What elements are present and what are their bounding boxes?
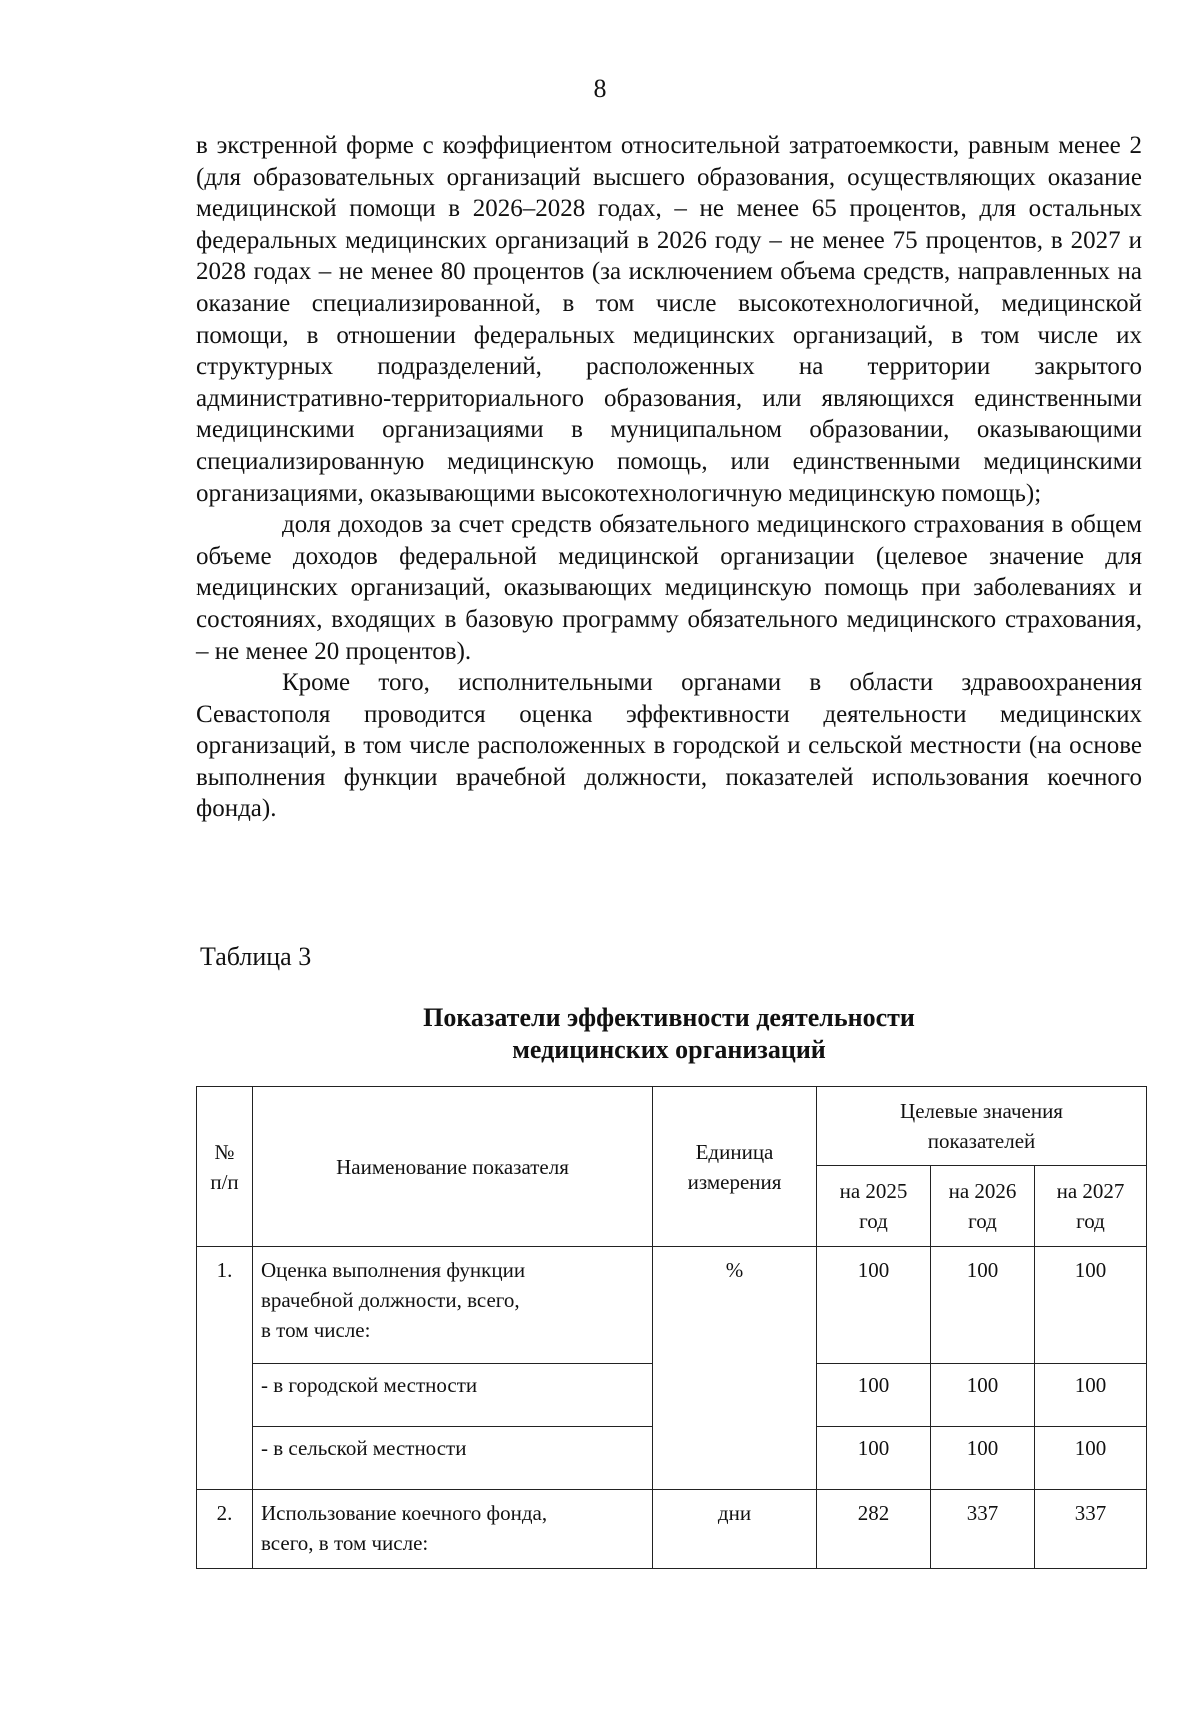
row-1-name-line-3: в том числе: — [261, 1318, 371, 1342]
row-1-value-2026: 100 — [931, 1247, 1035, 1364]
header-year-2027 — [1035, 1166, 1147, 1247]
header-num-line-2: п/п — [210, 1169, 239, 1194]
row-1-unit: % — [653, 1247, 817, 1490]
row-2-value-2027: 337 — [1035, 1490, 1147, 1569]
row-rural-name: - в сельской местности — [253, 1427, 653, 1490]
row-1-num: 1. — [197, 1247, 253, 1490]
table-row — [197, 1490, 1147, 1569]
row-2-name — [253, 1490, 653, 1569]
row-rural-value-2027: 100 — [1035, 1427, 1147, 1490]
header-year-2027-line-1: на 2027 — [1056, 1179, 1125, 1203]
header-year-2026-line-2: год — [968, 1209, 997, 1233]
table-label: Таблица 3 — [200, 942, 312, 971]
table-row — [197, 1247, 1147, 1364]
table-title — [196, 1002, 1142, 1066]
row-urban-value-2025: 100 — [817, 1364, 931, 1427]
row-1-name — [253, 1247, 653, 1364]
row-1-name-line-1: Оценка выполнения функции — [261, 1258, 526, 1282]
row-1-name-line-2: врачебной должности, всего, — [261, 1288, 520, 1312]
header-year-2025-line-1: на 2025 — [839, 1179, 908, 1203]
row-2-value-2025: 282 — [817, 1490, 931, 1569]
header-year-2027-line-2: год — [1076, 1209, 1105, 1233]
header-targets — [817, 1087, 1147, 1166]
header-year-2025-line-2: год — [859, 1209, 888, 1233]
page-number: 8 — [593, 74, 607, 103]
table-title-line-1: Показатели эффективности деятельности — [423, 1003, 915, 1032]
row-1-value-2025: 100 — [817, 1247, 931, 1364]
header-unit — [653, 1087, 817, 1247]
row-rural-value-2025: 100 — [817, 1427, 931, 1490]
row-2-name-line-2: всего, в том числе: — [261, 1531, 429, 1555]
header-num-line-1: № — [214, 1139, 235, 1164]
header-year-2025 — [817, 1166, 931, 1247]
header-unit-line-1: Единица — [695, 1139, 774, 1164]
body-text — [196, 130, 1142, 825]
row-2-num: 2. — [197, 1490, 253, 1569]
paragraph-sevastopol-evaluation: Кроме того, исполнительными органами в области здравоохранения Севастополя проводится оценка эффективности деятельности медицинских организаций, в том числе расположенных в городской и сельской местности (на основе выполнения функции врачебной должности, показателей использования коечного фонда). — [196, 669, 1142, 823]
row-urban-value-2026: 100 — [931, 1364, 1035, 1427]
table-title-line-2: медицинских организаций — [512, 1035, 826, 1064]
row-2-name-line-1: Использование коечного фонда, — [261, 1501, 548, 1525]
header-year-2026-line-1: на 2026 — [948, 1179, 1017, 1203]
header-year-2026 — [931, 1166, 1035, 1247]
row-rural-value-2026: 100 — [931, 1427, 1035, 1490]
row-2-value-2026: 337 — [931, 1490, 1035, 1569]
paragraph-oms-income-share: доля доходов за счет средств обязательного медицинского страхования в общем объеме доходов федеральной медицинской организации (целевое значение для медицинских организаций, оказывающих медицинскую помощь при заболеваниях и состояниях, входящих в базовую программу обязательного медицинского страхования, – не менее 20 процентов). — [196, 511, 1142, 665]
row-urban-name: - в городской местности — [253, 1364, 653, 1427]
header-targets-line-2: показателей — [927, 1129, 1036, 1153]
row-2-unit: дни — [653, 1490, 817, 1569]
header-name: Наименование показателя — [253, 1087, 653, 1247]
row-1-value-2027: 100 — [1035, 1247, 1147, 1364]
header-unit-line-2: измерения — [687, 1169, 782, 1194]
row-urban-value-2027: 100 — [1035, 1364, 1147, 1427]
indicators-table — [196, 1086, 1147, 1569]
header-num — [197, 1087, 253, 1247]
table-header-row — [197, 1087, 1147, 1166]
paragraph-continuation: в экстренной форме с коэффициентом относительной затратоемкости, равным менее 2 (для образовательных организаций высшего образования, осуществляющих оказание медицинской помощи в 2026–2028 годах, – не менее 65 процентов, для остальных федеральных медицинских организаций в 2026 году – не менее 75 процентов, в 2027 и 2028 годах – не менее 80 процентов (за исключением объема средств, направленных на оказание специализированной, в том числе высокотехнологичной, медицинской помощи, в отношении федеральных медицинских организаций, в том числе их структурных подразделений, расположенных на территории закрытого административно-территориального образования, или являющихся единственными медицинскими организациями в муниципальном образовании, оказывающими специализированную медицинскую помощь, или единственными медицинскими организациями, оказывающими высокотехнологичную медицинскую помощь); — [196, 132, 1142, 507]
header-targets-line-1: Целевые значения — [900, 1099, 1063, 1123]
